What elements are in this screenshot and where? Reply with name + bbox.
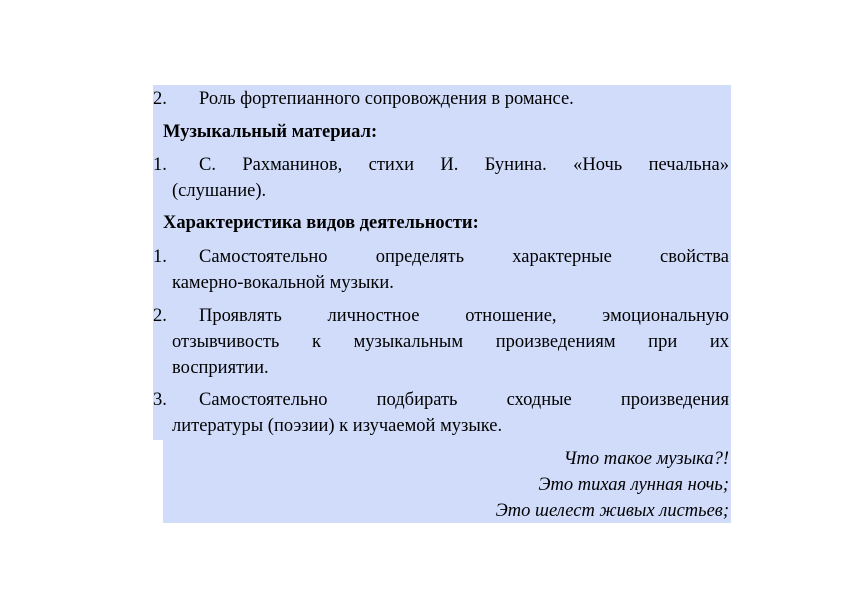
list-number: 1.: [153, 247, 167, 267]
list-item-line: (слушание).: [172, 181, 267, 201]
list-number: 3.: [153, 390, 167, 410]
list-item-text: Роль фортепианного сопровождения в романсе.: [199, 89, 574, 109]
list-item: [153, 303, 729, 381]
list-item: [153, 152, 729, 204]
list-item-line: С. Рахманинов, стихи И. Бунина. «Ночь печальна»: [199, 155, 729, 175]
list-item-line: отзывчивость к музыкальным произведениям при их: [172, 332, 729, 352]
section-heading-material: Музыкальный материал:: [163, 122, 378, 142]
list-item: [153, 387, 729, 439]
list-item-line: Самостоятельно определять характерные свойства: [199, 247, 729, 267]
list-item: [153, 244, 729, 296]
poem-line: Это шелест живых листьев;: [495, 501, 729, 521]
list-item-line: камерно-вокальной музыки.: [172, 273, 394, 293]
poem-line: Что такое музыка?!: [563, 449, 729, 469]
poem-line: Это тихая лунная ночь;: [538, 475, 729, 495]
list-item-line: Самостоятельно подбирать сходные произведения: [199, 390, 729, 410]
list-item-line: Проявлять личностное отношение, эмоциональную: [199, 306, 729, 326]
section-heading-activities: Характеристика видов деятельности:: [163, 213, 479, 233]
list-number: 1.: [153, 155, 167, 175]
list-number: 2.: [153, 89, 167, 109]
list-item-line: восприятии.: [172, 358, 269, 378]
list-number: 2.: [153, 306, 167, 326]
list-item-line: литературы (поэзии) к изучаемой музыке.: [172, 416, 503, 436]
